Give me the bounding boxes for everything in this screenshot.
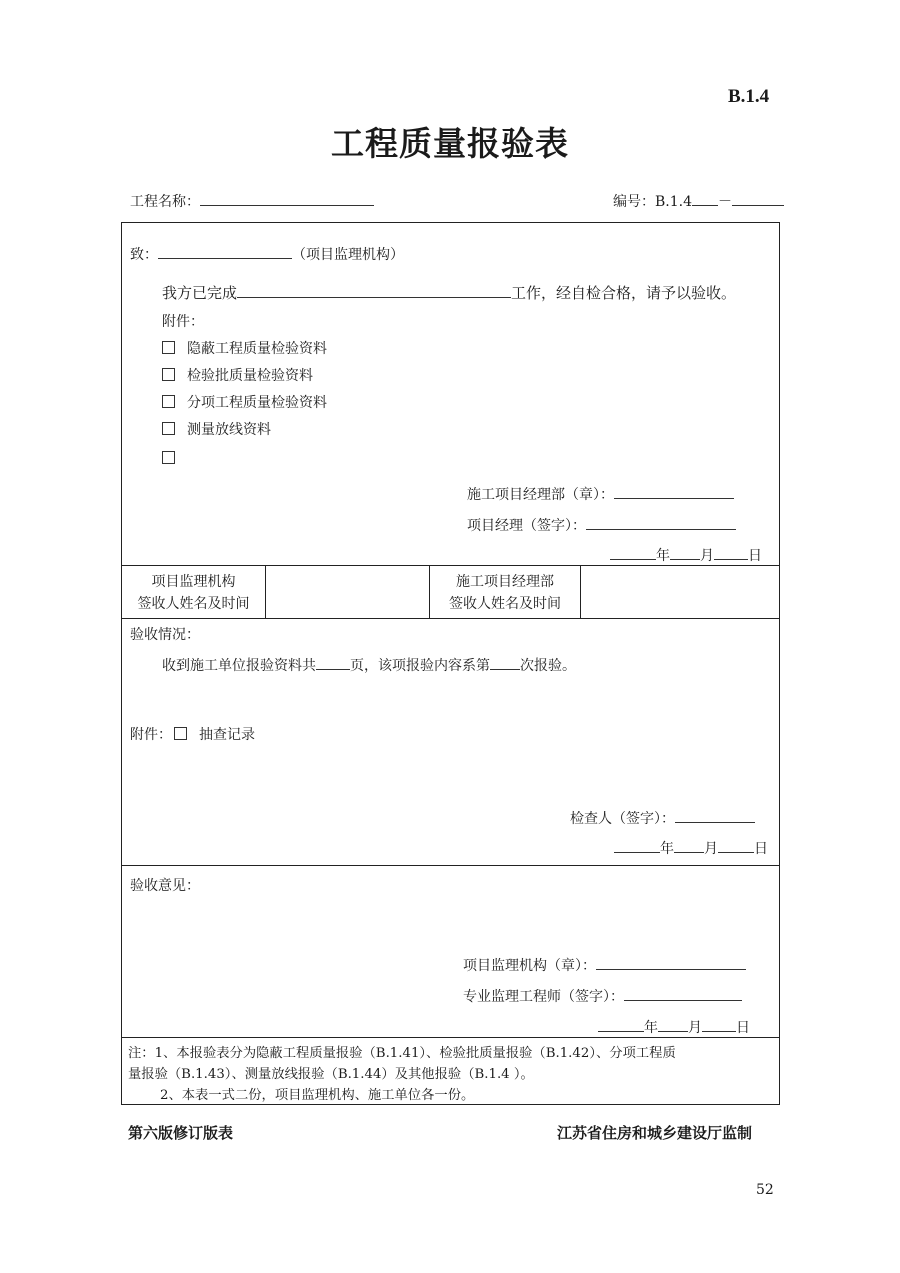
- completed-row: [162, 282, 736, 303]
- pages-field[interactable]: [316, 654, 350, 670]
- project-name-field[interactable]: [200, 190, 374, 206]
- form-table: [121, 222, 780, 1105]
- serial-field-2[interactable]: [732, 190, 784, 206]
- supervision-sign-field[interactable]: [266, 566, 428, 618]
- attachment-label: 检验批质量检验资料: [187, 368, 313, 384]
- serial-field-1[interactable]: [692, 190, 718, 206]
- date-row: [614, 837, 768, 858]
- month-field[interactable]: [674, 837, 704, 853]
- supervision-org-stamp-field[interactable]: [596, 954, 746, 970]
- to-label: 致：: [130, 247, 158, 263]
- spot-check-label: 抽查记录: [199, 727, 255, 743]
- page-number: 52: [756, 1182, 774, 1198]
- day-field[interactable]: [718, 837, 754, 853]
- attachment-label: 测量放线资料: [187, 422, 271, 438]
- manager-signature-field[interactable]: [586, 514, 736, 530]
- day-label: 日: [748, 548, 762, 564]
- acceptance-opinion-label: 验收意见：: [130, 878, 200, 894]
- dept-row: [467, 483, 734, 504]
- completed-work-field[interactable]: [237, 282, 511, 298]
- supervision-sign-line1: 项目监理机构: [151, 574, 236, 590]
- notes: [128, 1043, 676, 1106]
- year-label: 年: [644, 1020, 658, 1036]
- checkbox[interactable]: [162, 341, 175, 354]
- attachments-label: 附件：: [162, 314, 204, 330]
- completed-suffix: 工作，经自检合格，请予以验收。: [511, 284, 737, 302]
- day-field[interactable]: [714, 544, 748, 560]
- checkbox[interactable]: [174, 727, 187, 740]
- checkbox[interactable]: [162, 422, 175, 435]
- year-field[interactable]: [610, 544, 656, 560]
- completed-prefix: 我方已完成: [162, 284, 238, 302]
- engineer-signature-field[interactable]: [624, 985, 742, 1001]
- form-code: B.1.4: [728, 86, 770, 107]
- engineer-row: [463, 985, 742, 1006]
- received-text-1: 收到施工单位报验资料共: [162, 658, 316, 674]
- to-row: [130, 243, 404, 264]
- note-line: 量报验（B.1.43）、测量放线报验（B.1.44）及其他报验（B.1.4 ）。: [128, 1067, 534, 1082]
- divider: [122, 865, 779, 866]
- checkbox[interactable]: [162, 451, 175, 464]
- dept-label: 施工项目经理部（章）：: [467, 487, 614, 503]
- attachment-label: 分项工程质量检验资料: [187, 395, 327, 411]
- construction-sign-label: [430, 571, 580, 615]
- spot-check-row: [130, 724, 255, 744]
- year-label: 年: [656, 548, 670, 564]
- construction-sign-line1: 施工项目经理部: [456, 574, 554, 590]
- form-title: 工程质量报验表: [331, 124, 569, 163]
- dept-stamp-field[interactable]: [614, 483, 734, 499]
- day-label: 日: [754, 841, 768, 857]
- inspector-signature-field[interactable]: [675, 807, 755, 823]
- inspector-row: [570, 807, 755, 828]
- supervision-sign-label: [122, 571, 265, 615]
- checkbox[interactable]: [162, 368, 175, 381]
- engineer-label: 专业监理工程师（签字）：: [463, 989, 624, 1005]
- year-field[interactable]: [598, 1016, 644, 1032]
- note-line: 2、本表一式二份，项目监理机构、施工单位各一份。: [160, 1088, 475, 1103]
- construction-sign-line2: 签收人姓名及时间: [449, 596, 561, 612]
- serial-number-row: [613, 190, 784, 211]
- divider: [122, 618, 779, 619]
- manager-row: [467, 514, 736, 535]
- received-row: [162, 654, 576, 675]
- month-label: 月: [688, 1020, 702, 1036]
- supervision-sign-line2: 签收人姓名及时间: [137, 596, 250, 612]
- month-field[interactable]: [658, 1016, 688, 1032]
- month-field[interactable]: [670, 544, 700, 560]
- attachment-item[interactable]: [162, 365, 313, 385]
- times-field[interactable]: [490, 654, 520, 670]
- attachment-label: 附件：: [130, 727, 172, 743]
- attachment-item[interactable]: [162, 338, 327, 358]
- project-name-label: 工程名称：: [130, 194, 200, 210]
- date-row: [598, 1016, 750, 1037]
- inspection-status-label: 验收情况：: [130, 627, 200, 643]
- note-line: 注：1、本报验表分为隐蔽工程质量报验（B.1.41）、检验批质量报验（B.1.42）、分项工程质: [128, 1046, 676, 1061]
- received-text-3: 次报验。: [520, 658, 576, 674]
- year-label: 年: [660, 841, 674, 857]
- date-row: [610, 544, 762, 565]
- attachment-item[interactable]: [162, 419, 271, 439]
- issuer-label: 江苏省住房和城乡建设厅监制: [557, 1124, 753, 1142]
- month-label: 月: [704, 841, 718, 857]
- to-field[interactable]: [158, 243, 292, 259]
- serial-dash: －: [718, 194, 733, 210]
- year-field[interactable]: [614, 837, 660, 853]
- divider: [122, 1037, 779, 1038]
- attachment-item[interactable]: [162, 451, 187, 467]
- edition-label: 第六版修订版表: [128, 1124, 234, 1142]
- supervision-org-row: [463, 954, 746, 975]
- to-suffix: （项目监理机构）: [292, 247, 404, 263]
- supervision-org-label: 项目监理机构（章）：: [463, 958, 596, 974]
- manager-label: 项目经理（签字）：: [467, 518, 586, 534]
- received-text-2: 页，该项报验内容系第: [350, 658, 490, 674]
- checkbox[interactable]: [162, 395, 175, 408]
- day-field[interactable]: [702, 1016, 736, 1032]
- month-label: 月: [700, 548, 714, 564]
- project-name-row: [130, 190, 374, 211]
- construction-sign-field[interactable]: [581, 566, 778, 618]
- day-label: 日: [736, 1020, 750, 1036]
- attachment-item[interactable]: [162, 392, 327, 412]
- inspector-label: 检查人（签字）：: [570, 811, 675, 827]
- attachment-label: 隐蔽工程质量检验资料: [187, 341, 327, 357]
- serial-label: 编号：B.1.4: [613, 194, 693, 210]
